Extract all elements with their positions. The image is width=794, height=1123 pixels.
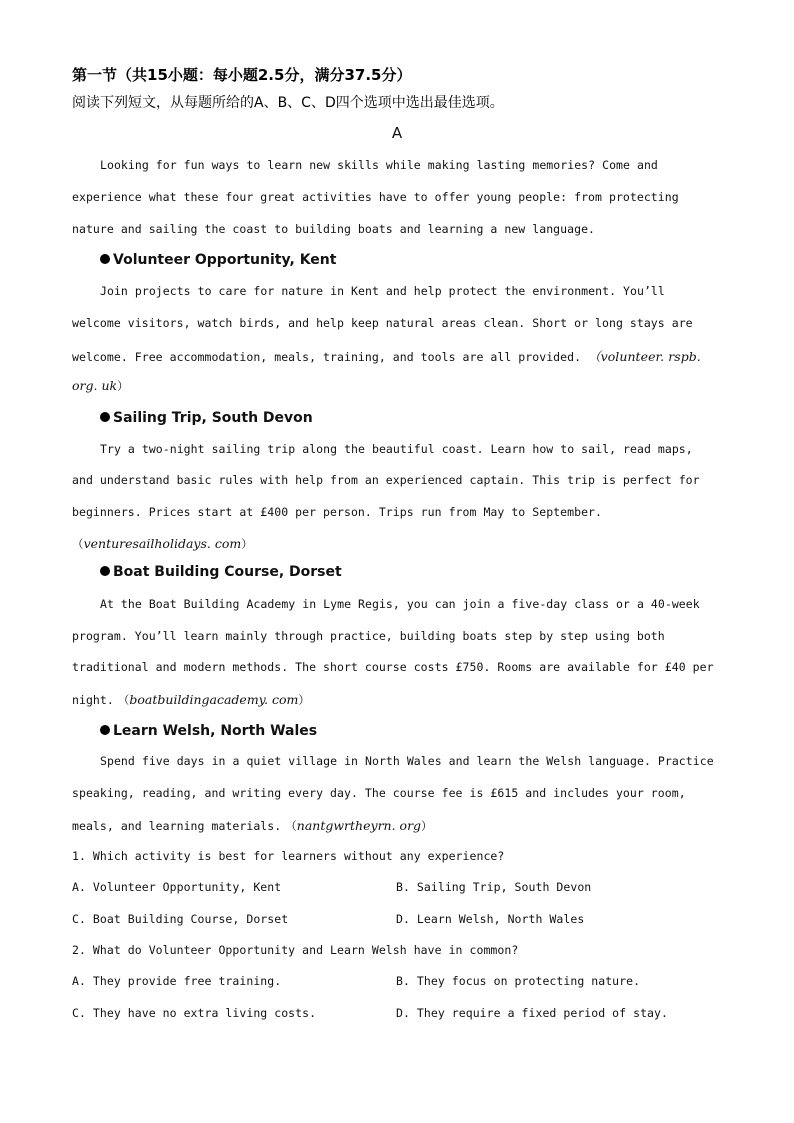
activity-title: Volunteer Opportunity, Kent bbox=[113, 252, 337, 268]
activity-line-text: meals, and learning materials. bbox=[72, 819, 282, 833]
activity-url-open: （ bbox=[72, 537, 84, 551]
option-c: C. Boat Building Course, Dorset bbox=[72, 912, 289, 926]
bullet-icon bbox=[100, 254, 110, 264]
option-d: D. They require a fixed period of stay. bbox=[396, 1006, 668, 1020]
activity-title: Learn Welsh, North Wales bbox=[113, 723, 318, 739]
question-stem: 2. What do Volunteer Opportunity and Learn Welsh have in common? bbox=[72, 943, 519, 957]
activity-url-open: （ bbox=[117, 693, 130, 707]
intro-line: nature and sailing the coast to building boats and learning a new language. bbox=[72, 222, 596, 236]
bullet-icon bbox=[100, 566, 110, 576]
passage-label: A bbox=[391, 124, 403, 142]
option-c: C. They have no extra living costs. bbox=[72, 1006, 317, 1020]
instruction-text: 阅读下列短文，从每题所给的A、B、C、D四个选项中选出最佳选项。 bbox=[72, 95, 504, 111]
activity-url-close: ） bbox=[421, 819, 433, 833]
activity-line-text: night. bbox=[72, 693, 114, 707]
activity-url: org. uk bbox=[72, 378, 118, 393]
activity-url: boatbuildingacademy. com bbox=[129, 692, 299, 707]
activity-url-open: （ bbox=[285, 819, 297, 833]
section-header: 第一节（共15小题：每小题2.5分，满分37.5分） bbox=[72, 66, 412, 84]
intro-line: experience what these four great activities have to offer young people: from protecting bbox=[72, 190, 679, 204]
activity-url: venturesailholidays. com bbox=[83, 536, 242, 551]
activity-url-line bbox=[72, 535, 253, 553]
option-a: A. Volunteer Opportunity, Kent bbox=[72, 880, 282, 894]
activity-url: （volunteer. rspb. bbox=[588, 349, 701, 364]
activity-line: speaking, reading, and writing every day. The course fee is £615 and includes your room, bbox=[72, 786, 686, 800]
activity-url: nantgwrtheyrn. org bbox=[296, 818, 422, 833]
activity-line: Try a two-night sailing trip along the beautiful coast. Learn how to sail, read maps, bbox=[100, 442, 693, 456]
question-stem: 1. Which activity is best for learners without any experience? bbox=[72, 849, 505, 863]
option-b: B. Sailing Trip, South Devon bbox=[396, 880, 592, 894]
activity-line: Spend five days in a quiet village in North Wales and learn the Welsh language. Practice bbox=[100, 754, 714, 768]
intro-line: Looking for fun ways to learn new skills while making lasting memories? Come and bbox=[100, 158, 658, 172]
activity-title: Boat Building Course, Dorset bbox=[113, 564, 342, 580]
activity-line: program. You’ll learn mainly through practice, building boats step by step using both bbox=[72, 629, 665, 643]
activity-heading-volunteer bbox=[100, 252, 336, 268]
activity-url-close: ） bbox=[117, 379, 129, 393]
activity-url-close: ） bbox=[241, 537, 253, 551]
activity-heading-boat bbox=[100, 564, 342, 580]
bullet-icon bbox=[100, 725, 110, 735]
activity-line: At the Boat Building Academy in Lyme Regis, you can join a five-day class or a 40-week bbox=[100, 597, 700, 611]
activity-line: beginners. Prices start at £400 per person. Trips run from May to September. bbox=[72, 505, 602, 519]
option-a: A. They provide free training. bbox=[72, 974, 282, 988]
activity-url-line bbox=[72, 691, 310, 709]
bullet-icon bbox=[100, 412, 110, 422]
activity-line: traditional and modern methods. The short course costs £750. Rooms are available for £40 per bbox=[72, 660, 714, 674]
activity-url-line bbox=[72, 377, 129, 395]
option-b: B. They focus on protecting nature. bbox=[396, 974, 641, 988]
option-d: D. Learn Welsh, North Wales bbox=[396, 912, 585, 926]
activity-url-close: ） bbox=[298, 693, 310, 707]
activity-heading-sailing bbox=[100, 410, 313, 426]
activity-line: and understand basic rules with help from an experienced captain. This trip is perfect for bbox=[72, 473, 700, 487]
activity-line bbox=[72, 347, 701, 365]
activity-title: Sailing Trip, South Devon bbox=[113, 410, 313, 426]
activity-url-line bbox=[72, 817, 433, 835]
activity-line: Join projects to care for nature in Kent and help protect the environment. You’ll bbox=[100, 284, 665, 298]
activity-line-text: welcome. Free accommodation, meals, training, and tools are all provided. bbox=[72, 350, 582, 364]
activity-line: welcome visitors, watch birds, and help keep natural areas clean. Short or long stays are bbox=[72, 316, 693, 330]
activity-heading-welsh bbox=[100, 723, 317, 739]
